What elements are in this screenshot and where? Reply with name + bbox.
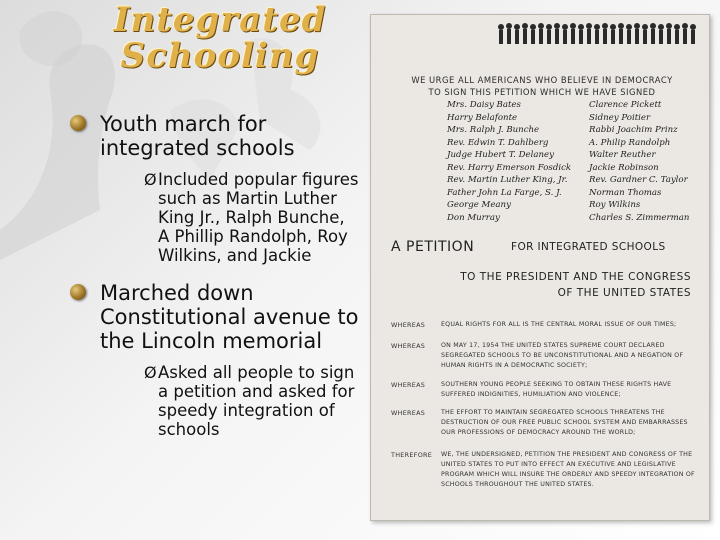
signatures-left	[447, 99, 571, 224]
signature: Jackie Robinson	[589, 162, 659, 173]
signature: Don Murray	[447, 212, 500, 223]
clause-label: WHEREAS	[391, 342, 426, 350]
clause-text: THE EFFORT TO MAINTAIN SEGREGATED SCHOOLS THREATENS THE DESTRUCTION OF OUR FREE PUBLIC SCHOOL SYSTEM AND EMBARRASSES OUR PROFESSIONS OF DEMOCRACY AROUND THE WORLD;	[441, 409, 688, 436]
signature: Rev. Edwin T. Dahlberg	[447, 137, 549, 148]
petition-to-line-2: OF THE UNITED STATES	[557, 287, 691, 299]
petition-to-line-1: TO THE PRESIDENT AND THE CONGRESS	[460, 271, 691, 283]
sub-bullet-figures	[70, 170, 360, 265]
bullet-text: Marched down Constitutional avenue to the Lincoln memorial	[100, 281, 359, 353]
signature: Harry Belafonte	[447, 112, 518, 123]
arrow-bullet-icon: Ø	[144, 363, 157, 382]
signature: Charles S. Zimmerman	[589, 212, 690, 223]
petition-urge-line-1: WE URGE ALL AMERICANS WHO BELIEVE IN DEMOCRACY	[411, 75, 673, 85]
signature: Rev. Gardner C. Taylor	[589, 175, 688, 185]
bullet-marker-icon	[70, 115, 86, 131]
bullet-marker-icon	[70, 284, 86, 300]
bullet-marched	[70, 281, 360, 353]
petition-urge-line-2: TO SIGN THIS PETITION WHICH WE HAVE SIGNED	[428, 87, 656, 97]
signature: Mrs. Ralph J. Bunche	[447, 125, 540, 135]
arrow-bullet-icon: Ø	[144, 170, 157, 189]
clause-label: WHEREAS	[391, 409, 426, 417]
clause-label: WHEREAS	[391, 321, 426, 329]
bullet-text: Youth march for integrated schools	[100, 112, 295, 160]
petition-subtitle: FOR INTEGRATED SCHOOLS	[511, 241, 666, 253]
signature: Mrs. Daisy Bates	[447, 100, 521, 110]
petition-title: A PETITION	[391, 239, 475, 255]
signature: Judge Hubert T. Delaney	[447, 150, 554, 160]
signature: A. Philip Randolph	[589, 137, 671, 148]
sub-bullet-text: Asked all people to sign a petition and asked for speedy integration of schools	[158, 363, 355, 439]
sub-bullet-petition	[70, 363, 360, 439]
signature: Rev. Harry Emerson Fosdick	[447, 162, 572, 173]
title-line-1: Integrated	[113, 0, 327, 40]
signature: Father John La Farge, S. J.	[447, 187, 562, 198]
clause-text: ON MAY 17, 1954 THE UNITED STATES SUPREME COURT DECLARED SEGREGATED SCHOOLS TO BE UNCONSTITUTIONAL AND A NEGATION OF HUMAN RIGHTS IN A DEMOCRATIC SOCIETY;	[441, 342, 684, 369]
clause-label: WHEREAS	[391, 381, 426, 389]
sub-bullet-text: Included popular figures such as Martin Luther King Jr., Ralph Bunche, A Phillip Randolph, Roy Wilkins, and Jackie	[158, 170, 359, 265]
signatures-right	[589, 99, 689, 224]
signature: George Meany	[447, 200, 511, 210]
signature: Sidney Poitier	[589, 112, 651, 123]
marchers-illustration	[371, 17, 709, 57]
clause-text: SOUTHERN YOUNG PEOPLE SEEKING TO OBTAIN THESE RIGHTS HAVE SUFFERED INDIGNITIES, HUMILIATION AND VIOLENCE;	[441, 381, 672, 398]
bullet-list	[70, 112, 360, 439]
signature: Clarence Pickett	[589, 100, 662, 110]
clause-label: THEREFORE	[391, 451, 433, 459]
bullet-youth-march	[70, 112, 360, 160]
signature: Roy Wilkins	[589, 200, 641, 210]
signature: Norman Thomas	[589, 187, 662, 198]
signature: Walter Reuther	[589, 150, 656, 160]
signature: Rabbi Joachim Prinz	[589, 125, 678, 135]
title-line-2: Schooling	[120, 36, 320, 76]
signature: Rev. Martin Luther King, Jr.	[447, 175, 568, 185]
clause-text: EQUAL RIGHTS FOR ALL IS THE CENTRAL MORAL ISSUE OF OUR TIMES;	[441, 321, 677, 328]
clause-text: WE, THE UNDERSIGNED, PETITION THE PRESIDENT AND CONGRESS OF THE UNITED STATES TO PUT INTO EFFECT AN EXECUTIVE AND LEGISLATIVE PROGRAM WHICH WILL INSURE THE ORDERLY AND SPEEDY INTEGRATION OF SCHOOLS THROUGHOUT THE UNITED STATES.	[441, 451, 695, 488]
slide-title	[100, 2, 340, 74]
petition-document-image	[370, 14, 710, 521]
